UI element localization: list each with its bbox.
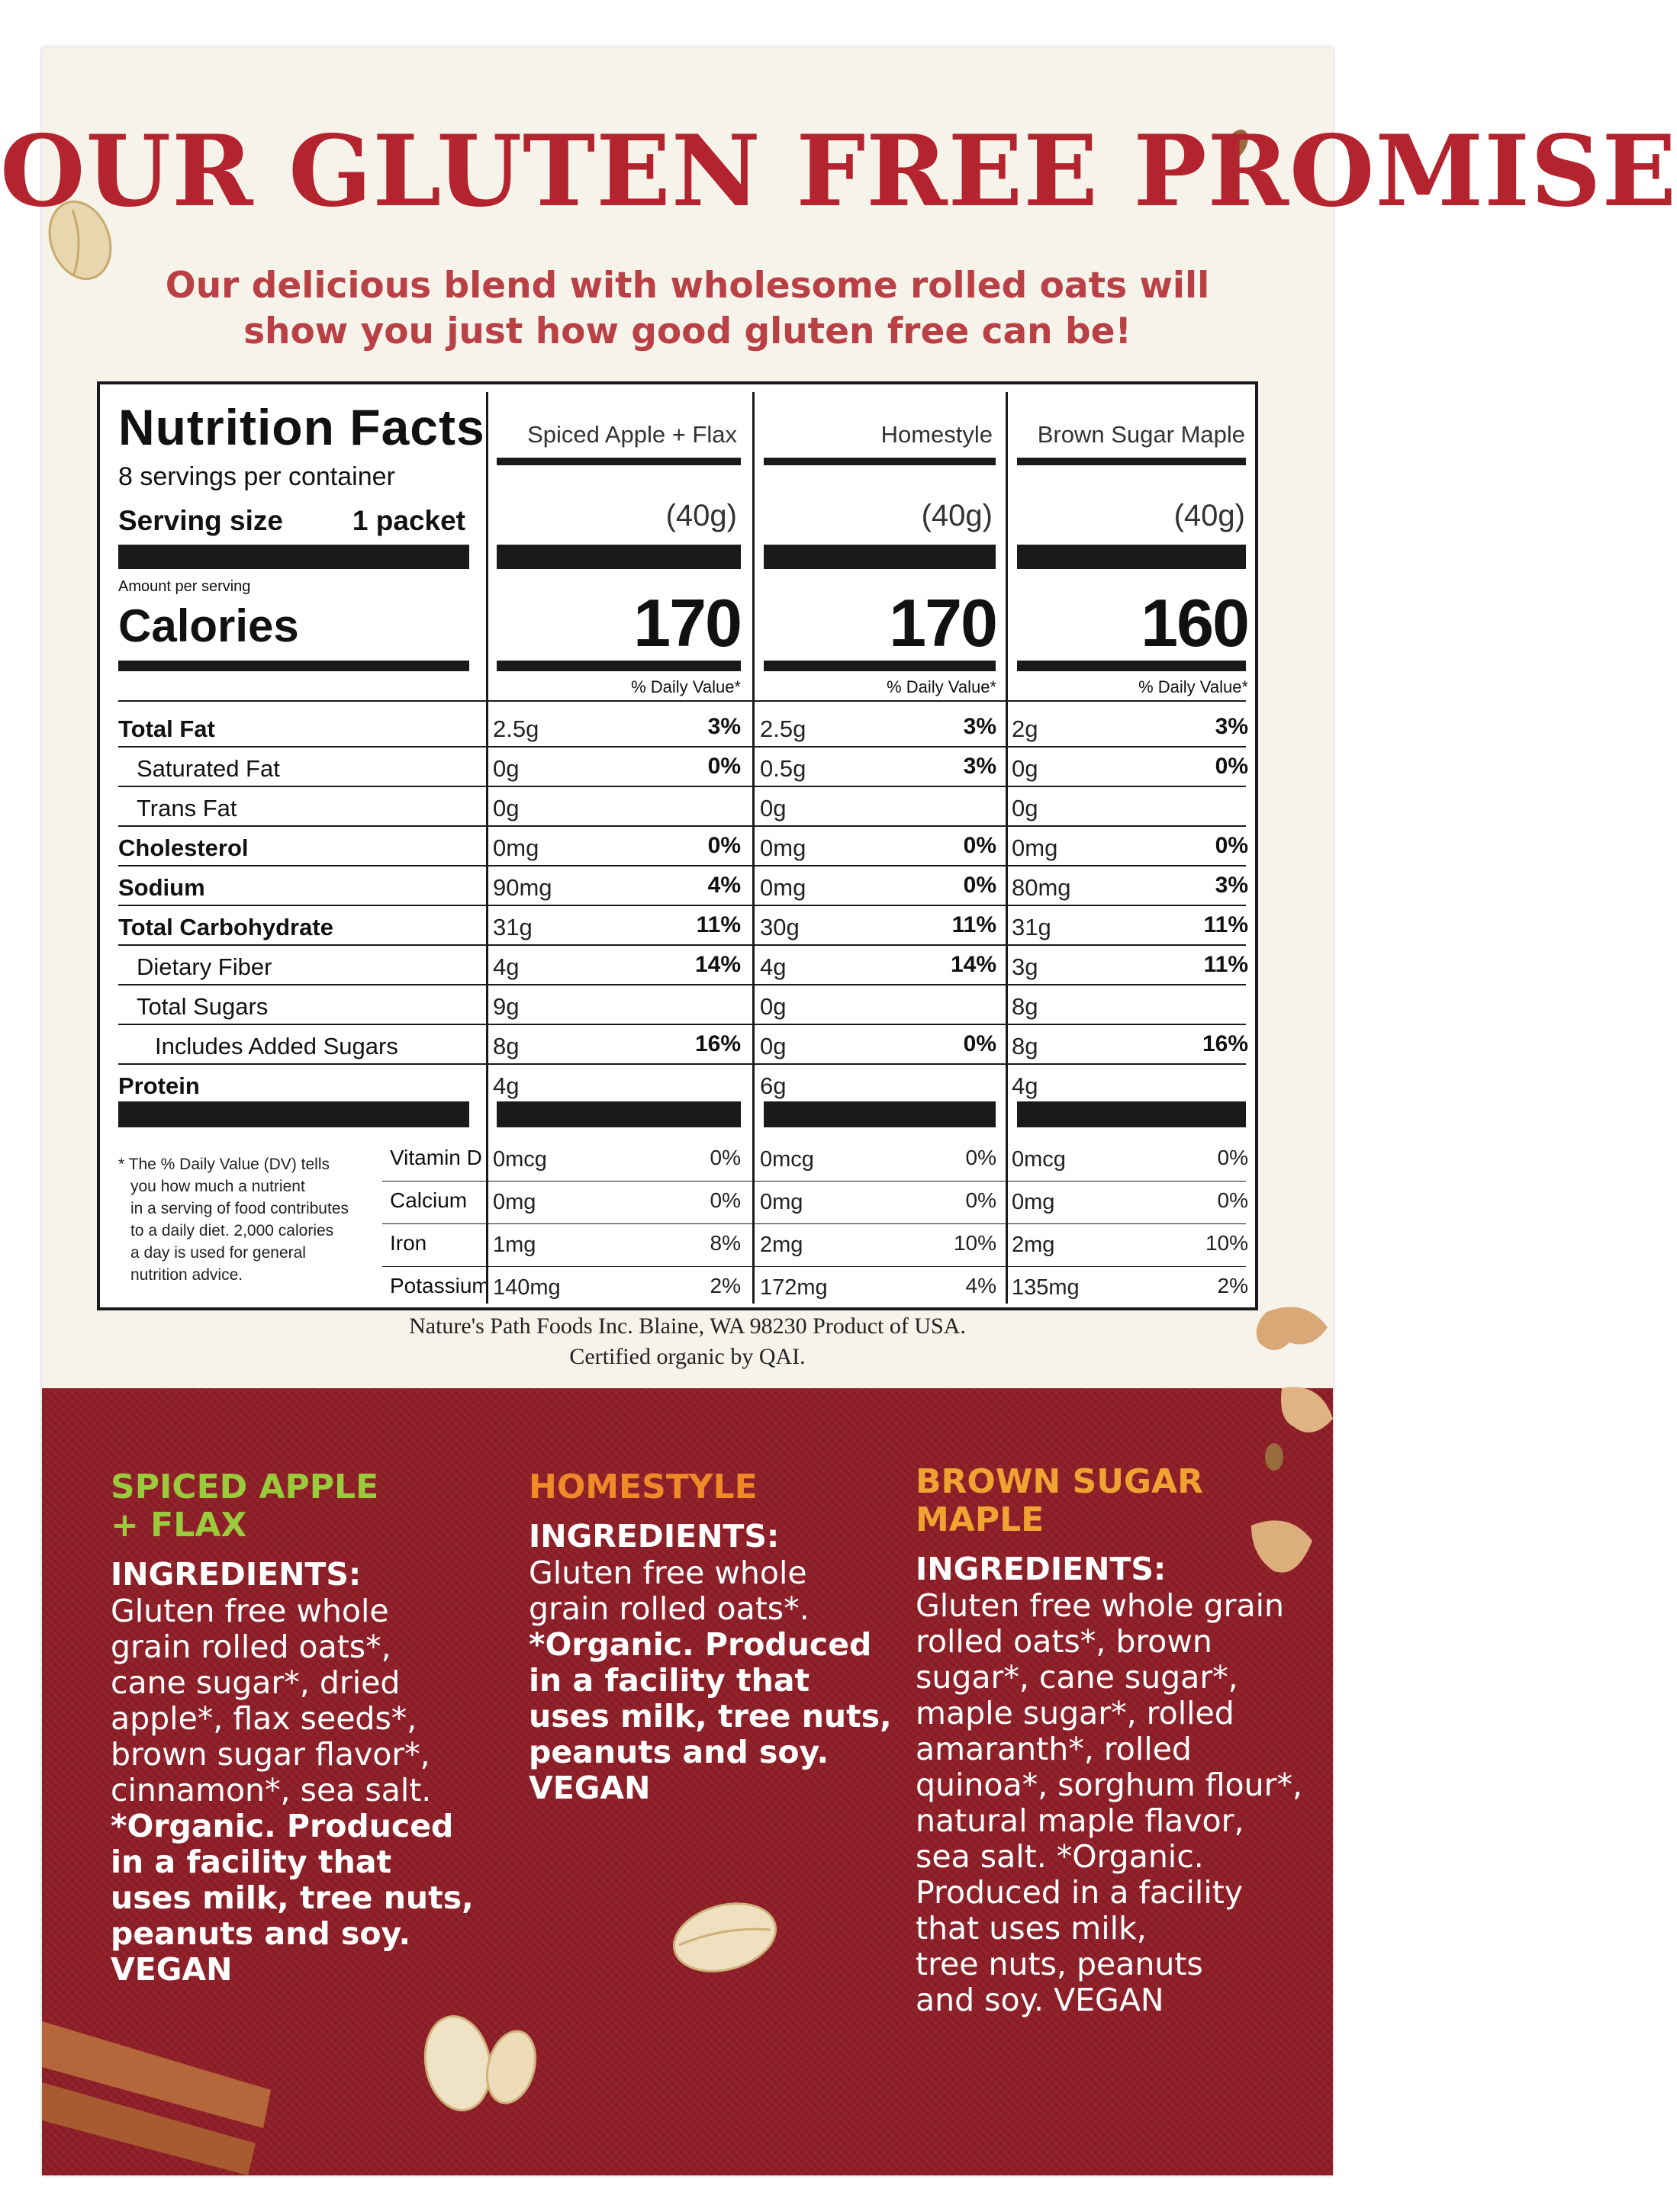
ingredient-line: cane sugar*, dried	[111, 1664, 401, 1701]
row-rule	[382, 1223, 1246, 1224]
nutrition-facts-panel	[97, 381, 1258, 1310]
ingredients-header: INGREDIENTS:	[916, 1551, 1167, 1587]
ingredients-text	[529, 1555, 892, 1806]
ingredients-spiced-apple-flax	[111, 1468, 474, 1988]
nutrient-amount: 0mg	[760, 874, 806, 901]
nutrient-amount: 0g	[760, 795, 787, 821]
nutrient-amount: 0mg	[760, 834, 806, 861]
ingredient-line: apple*, flax seeds*,	[111, 1700, 417, 1737]
vitamin-percent: 0%	[710, 1188, 741, 1212]
ingredient-line: and soy. VEGAN	[916, 1982, 1164, 2018]
nutrient-percent: 0%	[1215, 754, 1248, 779]
thin-bar	[497, 458, 741, 465]
ingredient-line: grain rolled oats*,	[111, 1628, 391, 1665]
vitamin-amount: 0mg	[1012, 1190, 1055, 1214]
nutrient-percent: 11%	[951, 912, 996, 937]
thin-bar	[1017, 458, 1246, 465]
calories-label: Calories	[118, 600, 299, 651]
nutrient-amount: 0g	[493, 795, 520, 821]
row-rule	[118, 700, 1246, 702]
vitamin-amount: 0mcg	[760, 1147, 814, 1172]
row-rule	[118, 905, 1246, 906]
nutrient-label: Dietary Fiber	[137, 953, 272, 980]
ingredient-bold-line: VEGAN	[111, 1951, 233, 1988]
row-rule	[118, 746, 1246, 748]
column-name-spiced-apple: Spiced Apple + Flax	[527, 421, 737, 448]
nutrient-percent: 0%	[963, 1031, 996, 1056]
nutrient-percent: 14%	[694, 952, 741, 977]
vitamin-percent: 0%	[965, 1188, 996, 1212]
nutrient-label: Trans Fat	[137, 795, 237, 821]
nutrient-percent: 11%	[696, 912, 741, 937]
calories-value: 170	[889, 585, 996, 661]
nutrient-percent: 11%	[1203, 912, 1248, 937]
nutrient-percent: 16%	[1202, 1031, 1248, 1056]
ingredient-bold-line: in a facility that	[529, 1662, 810, 1699]
row-rule	[118, 984, 1246, 985]
serving-grams: (40g)	[665, 499, 737, 532]
nutrient-percent: 3%	[1215, 714, 1248, 739]
serving-grams: (40g)	[921, 499, 993, 532]
ingredient-line: Produced in a facility	[916, 1874, 1244, 1911]
nutrient-label: Total Sugars	[137, 993, 269, 1020]
ingredient-line: grain rolled oats*.	[529, 1590, 810, 1627]
row-rule	[382, 1181, 1246, 1182]
vitamin-label: Vitamin D	[390, 1146, 482, 1169]
ingredient-line: brown sugar flavor*,	[111, 1736, 430, 1773]
footnote-line: you how much a nutrient	[130, 1178, 305, 1195]
cinnamon-stick-icon	[42, 1998, 294, 2175]
ingredient-bold-line: peanuts and soy.	[529, 1734, 829, 1770]
serving-grams: (40g)	[1173, 499, 1245, 532]
ingredient-line: sugar*, cane sugar*,	[916, 1659, 1238, 1696]
footnote-line: a day is used for general	[130, 1244, 306, 1262]
row-rule	[118, 865, 1246, 866]
ingredients-text	[916, 1588, 1302, 2018]
vitamin-percent: 8%	[710, 1231, 741, 1255]
vitamin-percent: 10%	[1205, 1231, 1248, 1255]
nutrient-label: Total Fat	[118, 715, 215, 742]
ingredient-bold-line: in a facility that	[111, 1844, 392, 1880]
nutrient-label: Cholesterol	[118, 834, 249, 861]
nutrient-amount: 0mg	[1012, 834, 1058, 861]
manufacturer-line: Nature's Path Foods Inc. Blaine, WA 98230 Product of USA.	[409, 1313, 966, 1339]
medium-rule	[764, 661, 996, 671]
variety-name-line: + FLAX	[111, 1506, 247, 1545]
vitamin-percent: 0%	[965, 1146, 996, 1169]
nutrient-amount: 4g	[760, 953, 787, 980]
footnote-line: in a serving of food contributes	[130, 1200, 349, 1217]
nutrient-percent: 0%	[963, 833, 996, 858]
nutrient-amount: 8g	[1012, 993, 1038, 1020]
nutrient-percent: 16%	[694, 1031, 741, 1056]
calories-value: 170	[633, 585, 741, 661]
nutrient-percent: 0%	[707, 833, 741, 858]
thin-bar	[764, 458, 996, 465]
nutrient-amount: 80mg	[1012, 874, 1071, 901]
column-name-homestyle: Homestyle	[880, 421, 993, 448]
subhead-line: show you just how good gluten free can be!	[243, 310, 1131, 352]
ingredient-bold-line: uses milk, tree nuts,	[529, 1698, 892, 1735]
vitamin-amount: 135mg	[1012, 1275, 1080, 1300]
ingredient-bold-line: VEGAN	[529, 1770, 651, 1806]
nutrient-percent: 3%	[963, 754, 996, 779]
nutrient-amount: 4g	[493, 1072, 520, 1099]
vitamin-percent: 0%	[710, 1146, 741, 1169]
variety-name-line: BROWN SUGAR	[916, 1462, 1203, 1501]
daily-value-footnote	[118, 1153, 370, 1286]
nutrient-percent: 0%	[963, 873, 996, 898]
servings-per-container: 8 servings per container	[118, 462, 395, 491]
nutrient-amount: 0g	[493, 755, 520, 782]
column-divider	[486, 392, 488, 1304]
ingredient-bold-line: peanuts and soy.	[111, 1915, 411, 1952]
vitamin-label: Potassium	[390, 1274, 490, 1297]
subhead	[0, 263, 1375, 355]
nutrient-amount: 0g	[760, 993, 787, 1020]
variety-name-line: SPICED APPLE	[111, 1468, 379, 1506]
row-rule	[118, 1063, 1246, 1065]
vitamin-percent: 2%	[710, 1274, 741, 1297]
nutrient-amount: 0g	[1012, 795, 1038, 821]
calories-value: 160	[1141, 585, 1248, 661]
nutrient-label: Includes Added Sugars	[155, 1033, 398, 1059]
ingredient-line: Gluten free whole	[111, 1593, 389, 1629]
nutrient-label: Sodium	[118, 874, 205, 901]
row-rule	[118, 825, 1246, 827]
ingredient-bold-line: *Organic. Produced	[111, 1808, 454, 1844]
footnote-line: * The % Daily Value (DV) tells	[118, 1156, 330, 1173]
nutrient-amount: 31g	[1012, 914, 1051, 940]
vitamin-amount: 1mg	[493, 1233, 536, 1257]
ingredient-line: sea salt. *Organic.	[916, 1838, 1204, 1875]
nutrient-percent: 0%	[707, 754, 741, 779]
thick-rule	[764, 1101, 996, 1127]
thick-rule	[497, 1101, 741, 1127]
vitamin-percent: 2%	[1217, 1274, 1248, 1297]
vitamin-percent: 0%	[1217, 1146, 1248, 1169]
ingredient-line: cinnamon*, sea salt.	[111, 1772, 432, 1809]
vitamin-percent: 4%	[965, 1274, 996, 1297]
amount-per-serving: Amount per serving	[118, 578, 251, 595]
ingredient-line: quinoa*, sorghum flour*,	[916, 1767, 1302, 1803]
nutrient-amount: 3g	[1012, 953, 1038, 980]
nutrient-percent: 11%	[1203, 952, 1248, 977]
footnote-line: to a daily diet. 2,000 calories	[130, 1222, 334, 1239]
daily-value-header: % Daily Value*	[1138, 677, 1248, 696]
row-rule	[118, 944, 1246, 946]
column-divider	[1006, 392, 1008, 1304]
nutrient-amount: 8g	[1012, 1033, 1038, 1059]
ingredient-line: that uses milk,	[916, 1910, 1147, 1947]
nutrient-percent: 4%	[707, 873, 741, 898]
nutrient-amount: 6g	[760, 1072, 787, 1099]
nutrient-amount: 4g	[493, 953, 520, 980]
thick-rule	[1017, 545, 1246, 569]
medium-rule	[118, 661, 469, 671]
row-rule	[118, 1024, 1246, 1025]
daily-value-header: % Daily Value*	[887, 677, 996, 696]
vitamin-amount: 0mg	[760, 1190, 803, 1214]
ingredient-line: maple sugar*, rolled	[916, 1695, 1234, 1731]
nutrient-label: Total Carbohydrate	[118, 914, 333, 940]
vitamin-amount: 2mg	[760, 1233, 803, 1257]
nutrition-title: Nutrition Facts	[118, 399, 485, 455]
variety-name-line: HOMESTYLE	[529, 1468, 758, 1506]
nutrient-percent: 0%	[1215, 833, 1248, 858]
nutrient-amount: 4g	[1012, 1072, 1038, 1099]
ingredient-line: Gluten free whole	[529, 1555, 807, 1591]
nutrient-percent: 14%	[950, 952, 996, 977]
nutrient-percent: 3%	[707, 714, 741, 739]
variety-name-line: MAPLE	[916, 1500, 1045, 1539]
vitamin-label: Calcium	[390, 1188, 468, 1212]
ingredient-line: amaranth*, rolled	[916, 1731, 1192, 1767]
vitamin-amount: 0mcg	[493, 1147, 547, 1172]
ingredients-header: INGREDIENTS:	[529, 1518, 780, 1555]
nutrient-amount: 31g	[493, 914, 533, 940]
serving-size-value: 1 packet	[352, 505, 465, 536]
vitamin-amount: 0mg	[493, 1190, 536, 1214]
nutrient-amount: 0.5g	[760, 755, 806, 782]
daily-value-header: % Daily Value*	[631, 677, 741, 696]
column-name-brown-sugar-maple: Brown Sugar Maple	[1037, 421, 1245, 448]
variety-name	[529, 1468, 892, 1506]
nutrient-amount: 0mg	[493, 834, 539, 861]
oat-flake-icon	[664, 1892, 786, 1983]
ingredients-homestyle	[529, 1468, 892, 1806]
row-rule	[382, 1266, 1246, 1267]
ingredients-header: INGREDIENTS:	[111, 1556, 362, 1593]
nutrient-percent: 3%	[963, 714, 996, 739]
nutrient-amount: 8g	[493, 1033, 520, 1059]
nutrient-percent: 3%	[1215, 873, 1248, 898]
vitamin-amount: 140mg	[493, 1275, 561, 1300]
nutrient-amount: 2.5g	[760, 715, 806, 742]
ingredients-text	[111, 1593, 474, 1988]
vitamin-amount: 2mg	[1012, 1233, 1055, 1257]
serving-size-label: Serving size	[118, 505, 283, 536]
column-divider	[752, 392, 755, 1304]
row-rule	[118, 786, 1246, 787]
vitamin-percent: 10%	[953, 1231, 996, 1255]
medium-rule	[497, 661, 741, 671]
certified-organic-line: Certified organic by QAI.	[569, 1344, 806, 1369]
vitamin-amount: 172mg	[760, 1275, 828, 1300]
nutrient-amount: 0g	[760, 1033, 787, 1059]
ingredient-line: Gluten free whole grain	[916, 1587, 1284, 1624]
ingredient-bold-line: uses milk, tree nuts,	[111, 1879, 474, 1916]
headline: OUR GLUTEN FREE PROMISE	[0, 114, 1677, 229]
ingredient-line: rolled oats*, brown	[916, 1623, 1212, 1660]
nutrient-amount: 30g	[760, 914, 800, 940]
subhead-line: Our delicious blend with wholesome rolled oats will	[165, 265, 1210, 307]
nutrient-amount: 2g	[1012, 715, 1038, 742]
thick-rule	[1017, 1101, 1246, 1127]
variety-name	[916, 1463, 1302, 1539]
thick-rule	[118, 1101, 469, 1127]
medium-rule	[1017, 661, 1246, 671]
oat-flake-icon	[412, 2006, 542, 2120]
nutrient-label: Saturated Fat	[137, 755, 280, 782]
nutrient-label: Protein	[118, 1072, 200, 1099]
thick-rule	[764, 545, 996, 569]
ingredient-bold-line: *Organic. Produced	[529, 1626, 872, 1663]
vitamin-amount: 0mcg	[1012, 1147, 1066, 1172]
vitamin-percent: 0%	[1217, 1188, 1248, 1212]
thick-rule	[497, 545, 741, 569]
vitamin-label: Iron	[390, 1231, 427, 1255]
ingredients-brown-sugar-maple	[916, 1463, 1302, 2018]
footnote-line: nutrition advice.	[130, 1266, 243, 1284]
nutrient-amount: 90mg	[493, 874, 552, 901]
variety-name	[111, 1468, 474, 1545]
nutrient-amount: 2.5g	[493, 715, 539, 742]
ingredient-line: tree nuts, peanuts	[916, 1946, 1203, 1982]
ingredient-line: natural maple flavor,	[916, 1802, 1244, 1839]
thick-rule	[118, 545, 469, 569]
nutrient-amount: 0g	[1012, 755, 1038, 782]
nutrient-amount: 9g	[493, 993, 520, 1020]
